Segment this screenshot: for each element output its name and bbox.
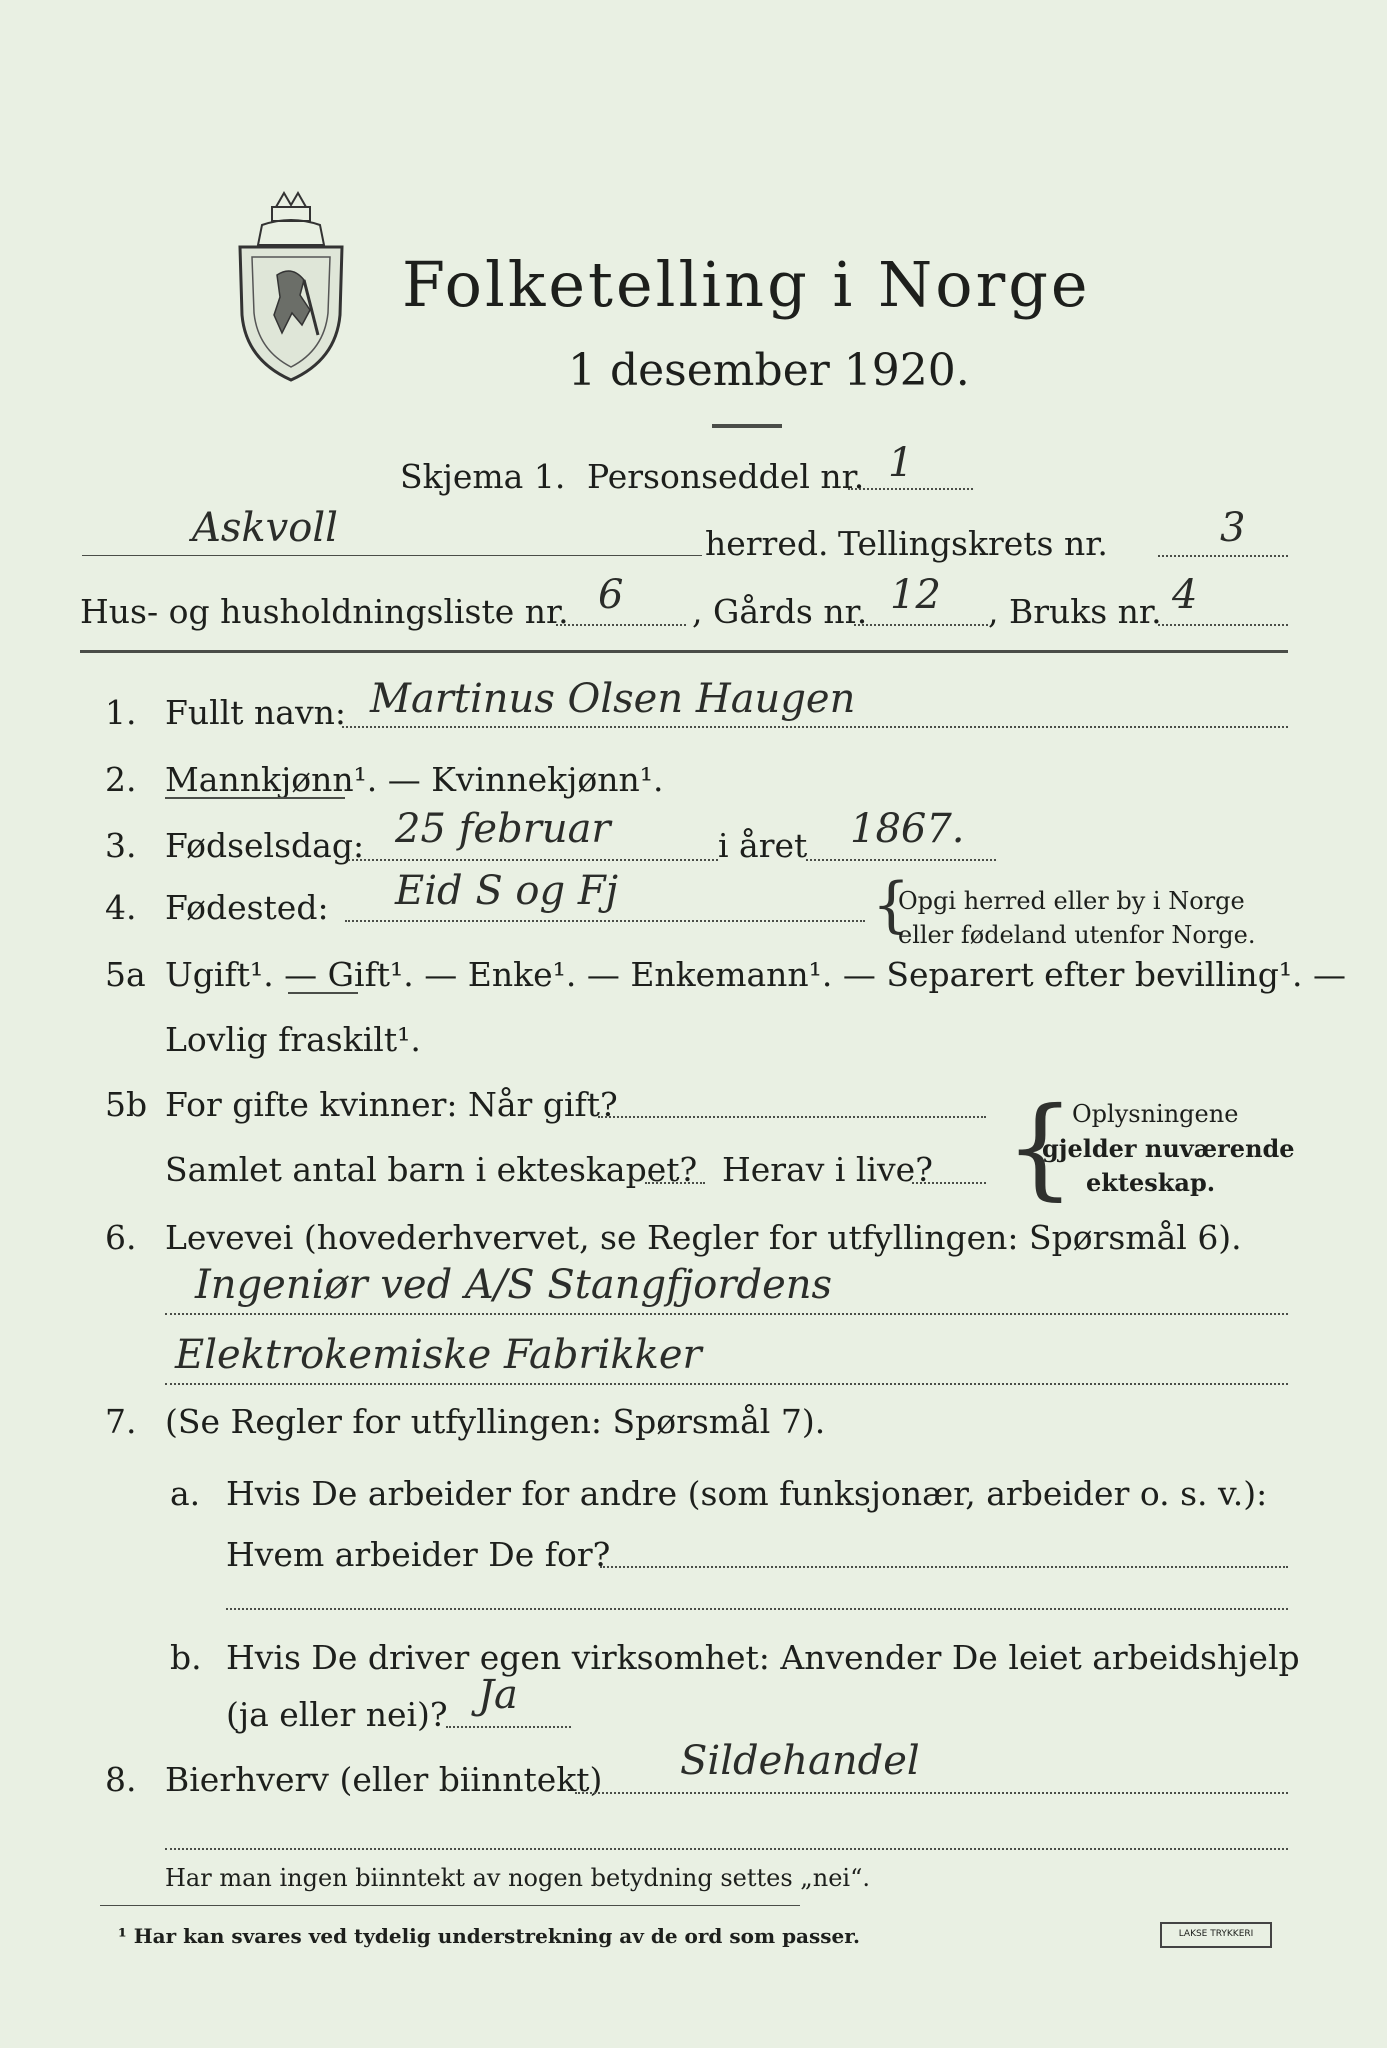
q7a-letter: a.	[170, 1474, 201, 1513]
q1-label: Fullt navn:	[165, 693, 346, 732]
q6-label: Levevei (hovederhvervet, se Regler for utfyllingen: Spørsmål 6).	[165, 1218, 1242, 1257]
q4-number: 4.	[105, 888, 137, 927]
q1-value: Martinus Olsen Haugen	[370, 676, 856, 722]
printer-stamp-text: LAKSE TRYKKERI	[1178, 1929, 1254, 1939]
q7b-line	[446, 1726, 571, 1728]
footer-note: Har man ingen biinntekt av nogen betydning settes „nei“.	[165, 1864, 870, 1892]
q6-number: 6.	[105, 1218, 137, 1257]
q7a-extra-line	[226, 1608, 1288, 1610]
q3-number: 3.	[105, 826, 137, 865]
q6-line1	[165, 1313, 1288, 1315]
tellingskrets-line	[1158, 555, 1288, 557]
q7-label: (Se Regler for utfyllingen: Spørsmål 7).	[165, 1402, 826, 1441]
footnote-separator	[100, 1905, 800, 1906]
herred-value: Askvoll	[192, 505, 338, 551]
q5b-children-label: Samlet antal barn i ekteskapet?	[165, 1150, 698, 1189]
q7a-line2: Hvem arbeider De for?	[226, 1535, 611, 1574]
q2-number: 2.	[105, 760, 137, 799]
coat-of-arms-emblem	[232, 185, 350, 385]
husliste-value: 6	[598, 572, 624, 618]
q8-label: Bierhverv (eller biinntekt)	[165, 1760, 603, 1799]
q5a-gift-underline	[288, 992, 358, 994]
footnote: ¹ Har kan svares ved tydelig understrekning av de ord som passer.	[118, 1924, 860, 1948]
q5b-children-line	[645, 1182, 705, 1184]
gards-label: , Gårds nr.	[692, 592, 868, 631]
q8-number: 8.	[105, 1760, 137, 1799]
q7b-line2: (ja eller nei)?	[226, 1695, 448, 1734]
q3-day-value: 25 februar	[395, 806, 611, 852]
form-date: 1 desember 1920.	[568, 345, 970, 396]
q6-line2	[165, 1383, 1288, 1385]
q7b-value: Ja	[478, 1672, 518, 1718]
q3-label: Fødselsdag:	[165, 826, 365, 865]
q3-year-label: i året	[718, 826, 808, 865]
herred-line	[82, 555, 702, 556]
printer-stamp	[1160, 1922, 1272, 1948]
q5b-alive-label: Herav i live?	[722, 1150, 933, 1189]
q6-value-line1: Ingeniør ved A/S Stangfjordens	[195, 1262, 833, 1308]
q8-line2	[165, 1848, 1288, 1850]
q4-label: Fødested:	[165, 888, 329, 927]
q1-number: 1.	[105, 693, 137, 732]
q4-brace: {	[872, 870, 911, 940]
q2-underline	[165, 797, 345, 799]
q8-value: Sildehandel	[680, 1738, 920, 1784]
q8-line1	[575, 1792, 1288, 1794]
q4-note-line2: eller fødeland utenfor Norge.	[898, 921, 1256, 949]
q5b-note-line3: ekteskap.	[1086, 1168, 1216, 1197]
q4-note-line1: Opgi herred eller by i Norge	[898, 887, 1245, 915]
q3-year-line	[806, 859, 996, 861]
q4-value: Eid S og Fj	[395, 868, 618, 914]
q7b-letter: b.	[170, 1638, 202, 1677]
husliste-label: Hus- og husholdningsliste nr.	[80, 592, 569, 631]
q1-line	[342, 726, 1288, 728]
bruks-label: , Bruks nr.	[988, 592, 1162, 631]
skjema-label: Skjema 1.	[400, 457, 566, 496]
form-title: Folketelling i Norge	[402, 248, 1091, 321]
personseddel-line	[848, 488, 973, 490]
q7-number: 7.	[105, 1402, 137, 1441]
q5a-line1: Ugift¹. — Gift¹. — Enke¹. — Enkemann¹. — Separert efter bevilling¹. —	[165, 955, 1347, 994]
personseddel-label: Personseddel nr.	[587, 457, 865, 496]
q7b-line1: Hvis De driver egen virksomhet: Anvender De leiet arbeidshjelp	[226, 1638, 1300, 1677]
husliste-line	[556, 624, 686, 626]
title-divider	[712, 424, 782, 428]
gards-value: 12	[890, 572, 941, 618]
header-separator	[80, 650, 1288, 653]
q5a-number: 5a	[105, 955, 146, 994]
q3-year-value: 1867.	[850, 806, 965, 852]
bruks-value: 4	[1172, 572, 1198, 618]
q2-label: Mannkjønn¹. — Kvinnekjønn¹.	[165, 760, 664, 799]
q5b-number: 5b	[105, 1085, 148, 1124]
tellingskrets-label: Tellingskrets nr.	[838, 524, 1108, 563]
q5a-line2: Lovlig fraskilt¹.	[165, 1020, 421, 1059]
q5b-brace: {	[1005, 1083, 1075, 1211]
bruks-line	[1158, 624, 1288, 626]
q5b-line1: For gifte kvinner: Når gift?	[165, 1085, 618, 1124]
herred-label: herred.	[705, 524, 829, 563]
gards-line	[854, 624, 988, 626]
q5b-naar-gift-line	[598, 1116, 986, 1118]
q3-day-line	[348, 859, 718, 861]
q7a-line	[600, 1566, 1288, 1568]
q5b-note-line1: Oplysningene	[1072, 1100, 1239, 1128]
q7a-line1: Hvis De arbeider for andre (som funksjonær, arbeider o. s. v.):	[226, 1474, 1268, 1513]
q5b-alive-line	[912, 1182, 986, 1184]
q4-line	[345, 920, 865, 922]
personseddel-value: 1	[888, 440, 914, 486]
q6-value-line2: Elektrokemiske Fabrikker	[175, 1332, 702, 1378]
q5b-note-line2: gjelder nuværende	[1042, 1134, 1295, 1163]
tellingskrets-value: 3	[1220, 505, 1246, 551]
